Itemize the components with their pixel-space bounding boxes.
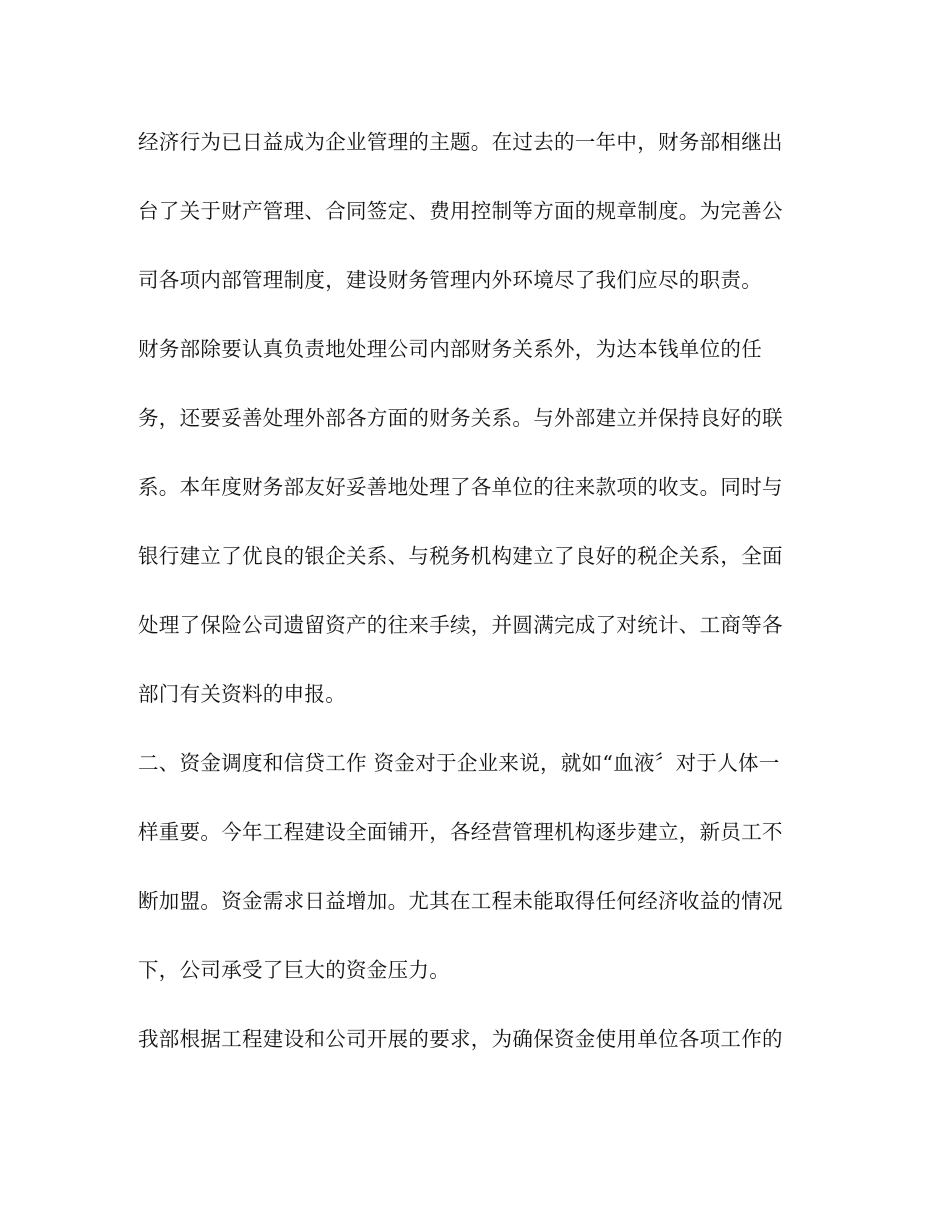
text-line: 台了关于财产管理、合同签定、费用控制等方面的规章制度。为完善公 (138, 199, 783, 223)
text-line: 下，公司承受了巨大的资金压力。 (138, 958, 450, 982)
text-line: 系。本年度财务部友好妥善地处理了各单位的往来款项的收支。同时与 (138, 475, 783, 499)
text-line: 务，还要妥善处理外部各方面的财务关系。与外部建立并保持良好的联 (138, 406, 783, 430)
text-line: 我部根据工程建设和公司开展的要求，为确保资金使用单位各项工作的 (138, 1027, 783, 1051)
text-line: 财务部除要认真负责地处理公司内部财务关系外，为达本钱单位的任 (138, 337, 762, 361)
text-line: 司各项内部管理制度，建设财务管理内外环境尽了我们应尽的职责。 (138, 268, 762, 292)
document-body (138, 120, 818, 1086)
text-line: 样重要。今年工程建设全面铺开，各经营管理机构逐步建立，新员工不 (138, 820, 783, 844)
text-line: 断加盟。资金需求日益增加。尤其在工程未能取得任何经济收益的情况 (138, 889, 783, 913)
text-line: 处理了保险公司遗留资产的往来手续，并圆满完成了对统计、工商等各 (138, 613, 783, 637)
text-line: 银行建立了优良的银企关系、与税务机构建立了良好的税企关系，全面 (138, 544, 783, 568)
text-line: 二、资金调度和信贷工作 资金对于企业来说，就如“血液〞对于人体一 (138, 751, 780, 775)
text-line: 经济行为已日益成为企业管理的主题。在过去的一年中，财务部相继出 (138, 130, 783, 154)
text-line: 部门有关资料的申报。 (138, 682, 346, 706)
